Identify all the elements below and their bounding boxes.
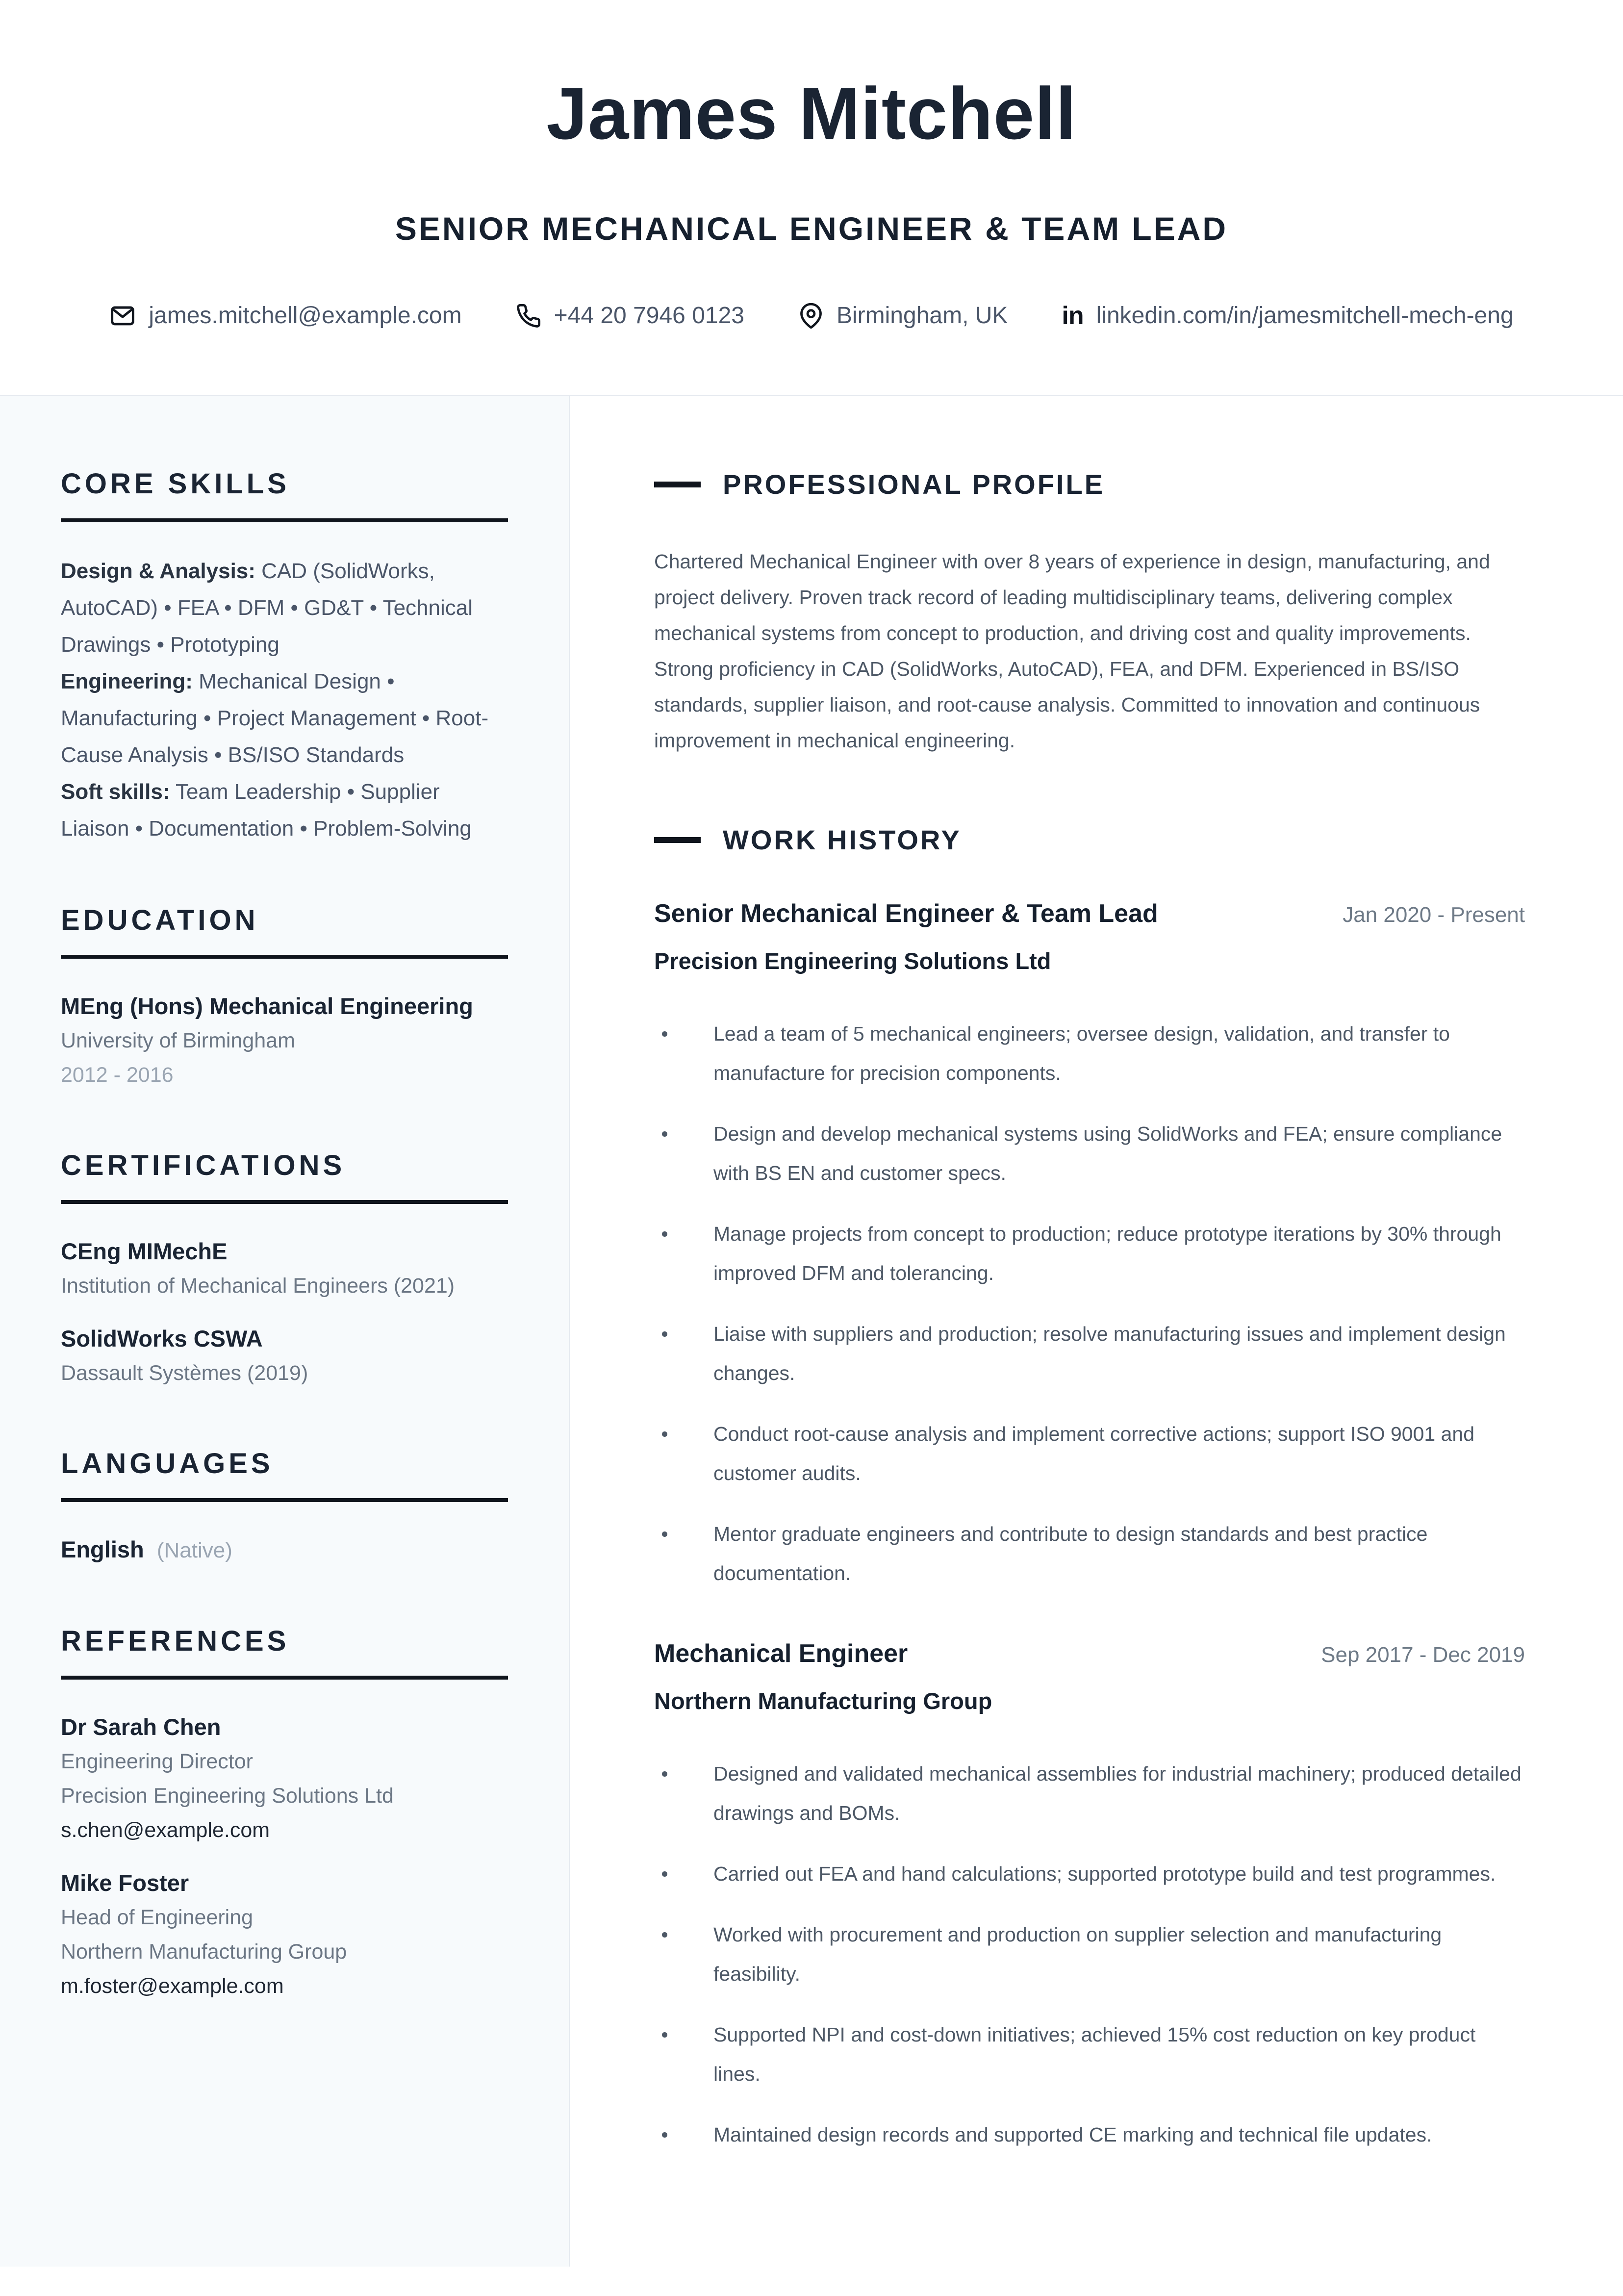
bullet-dot <box>662 1771 667 1777</box>
education-school: University of Birmingham <box>61 1029 295 1052</box>
job-bullet-text: Carried out FEA and hand calculations; supported prototype build and test programmes. <box>713 1862 1496 1885</box>
job-company: Precision Engineering Solutions Ltd <box>654 948 1051 974</box>
skill-group-label: Design & Analysis: <box>61 559 255 583</box>
job-heading-row <box>654 1639 1525 1668</box>
section-professional-profile <box>654 469 1525 759</box>
contact-phone[interactable] <box>516 302 744 329</box>
main-column <box>570 396 1623 2267</box>
references-heading: REFERENCES <box>61 1625 290 1657</box>
education-years: 2012 - 2016 <box>61 1063 174 1087</box>
job-bullet-text: Maintained design records and supported CE marking and technical file updates. <box>713 2123 1432 2146</box>
job-bullet-text: Lead a team of 5 mechanical engineers; oversee design, validation, and transfer to manufacture for precision components. <box>713 1022 1450 1084</box>
bullet-dot <box>662 1331 667 1337</box>
certification-name: CEng MIMechE <box>61 1238 228 1264</box>
section-divider <box>61 1676 508 1680</box>
certification-entry <box>61 1234 508 1303</box>
work-history-heading: WORK HISTORY <box>723 824 962 855</box>
job-bullet-text: Conduct root-cause analysis and implement corrective actions; support ISO 9001 and customer audits. <box>713 1423 1474 1484</box>
bullet-dot <box>662 1431 667 1437</box>
job-dates: Sep 2017 - Dec 2019 <box>1321 1643 1525 1667</box>
job-bullet <box>654 1915 1525 1993</box>
reference-name: Dr Sarah Chen <box>61 1714 221 1740</box>
job-bullet-text: Design and develop mechanical systems using SolidWorks and FEA; ensure compliance with BS EN and customer specs. <box>713 1122 1502 1184</box>
location-icon <box>798 303 824 329</box>
job-bullet <box>654 1014 1525 1093</box>
skill-group-items: CAD (SolidWorks, AutoCAD) • FEA • DFM • GD&T • Technical Drawings • Prototyping <box>61 559 473 657</box>
contact-email[interactable] <box>109 302 461 329</box>
section-divider <box>61 1498 508 1502</box>
skill-group <box>61 553 508 663</box>
job-bullet <box>654 1754 1525 1833</box>
email-icon <box>109 303 136 329</box>
contact-row <box>0 302 1623 329</box>
job-bullet-text: Mentor graduate engineers and contribute to design standards and best practice documentation. <box>713 1523 1428 1584</box>
language-name: English <box>61 1536 144 1562</box>
bullet-dot <box>662 2132 667 2138</box>
language-entry <box>61 1532 508 1568</box>
contact-phone-text: +44 20 7946 0123 <box>554 303 744 329</box>
bullet-dot <box>662 1031 667 1037</box>
reference-company: Precision Engineering Solutions Ltd <box>61 1784 394 1808</box>
section-certifications <box>61 1150 508 1390</box>
contact-linkedin-text: linkedin.com/in/jamesmitchell-mech-eng <box>1096 303 1514 329</box>
resume-body <box>0 395 1623 2267</box>
job-bullet-text: Liaise with suppliers and production; resolve manufacturing issues and implement design changes. <box>713 1323 1506 1384</box>
references-list <box>61 1710 508 2003</box>
contact-location-text: Birmingham, UK <box>836 303 1008 329</box>
section-core-skills <box>61 468 508 847</box>
job-bullet-text: Worked with procurement and production on supplier selection and manufacturing feasibility. <box>713 1923 1442 1985</box>
reference-role: Engineering Director <box>61 1750 253 1773</box>
profile-heading: PROFESSIONAL PROFILE <box>723 469 1105 500</box>
education-heading: EDUCATION <box>61 904 259 936</box>
reference-role: Head of Engineering <box>61 1906 254 1929</box>
skill-group <box>61 663 508 773</box>
education-entry <box>61 989 508 1092</box>
skill-group-items: Mechanical Design • Manufacturing • Project Management • Root-Cause Analysis • BS/ISO Standards <box>61 669 489 767</box>
bullet-dot <box>662 1932 667 1938</box>
reference-email[interactable]: m.foster@example.com <box>61 1974 284 1998</box>
job-entry <box>654 1639 1525 2154</box>
profile-text: Chartered Mechanical Engineer with over 8 years of experience in design, manufacturing, and project delivery. Proven track record of leading multidisciplinary teams, delivering complex mechanical systems from concept to production, and driving cost and quality improvements. Strong proficiency in CAD (SolidWorks, AutoCAD), FEA, and DFM. Experienced in BS/ISO standards, supplier liaison, and root-cause analysis. Committed to innovation and continuous improvement in mechanical engineering. <box>654 550 1490 752</box>
reference-entry <box>61 1710 508 1847</box>
certifications-heading: CERTIFICATIONS <box>61 1149 346 1181</box>
section-languages <box>61 1448 508 1568</box>
bullet-dot <box>662 1871 667 1877</box>
education-list <box>61 989 508 1092</box>
bullet-dot <box>662 1531 667 1537</box>
section-divider <box>61 955 508 959</box>
languages-list <box>61 1532 508 1568</box>
job-heading-row <box>654 899 1525 928</box>
core-skills-list <box>61 553 508 847</box>
section-divider <box>61 1200 508 1204</box>
resume-header <box>0 0 1623 395</box>
job-bullet-text: Manage projects from concept to production; reduce prototype iterations by 30% through improved DFM and tolerancing. <box>713 1223 1501 1284</box>
job-title: Senior Mechanical Engineer & Team Lead <box>654 899 1158 928</box>
job-list <box>654 899 1525 2154</box>
skill-group-label: Engineering: <box>61 669 193 693</box>
job-bullet <box>654 1214 1525 1293</box>
job-bullet <box>654 1114 1525 1193</box>
reference-email[interactable]: s.chen@example.com <box>61 1818 270 1842</box>
job-bullet-list <box>654 1014 1525 1593</box>
core-skills-heading: CORE SKILLS <box>61 468 290 500</box>
education-degree: MEng (Hons) Mechanical Engineering <box>61 993 473 1019</box>
job-bullet <box>654 1854 1525 1893</box>
section-references <box>61 1626 508 2003</box>
skill-group-items: Team Leadership • Supplier Liaison • Documentation • Problem-Solving <box>61 780 472 841</box>
person-name: James Mitchell <box>546 72 1077 154</box>
job-bullet <box>654 1314 1525 1393</box>
job-dates: Jan 2020 - Present <box>1343 903 1525 927</box>
job-bullet <box>654 1414 1525 1493</box>
person-job-title: SENIOR MECHANICAL ENGINEER & TEAM LEAD <box>395 210 1228 247</box>
reference-entry <box>61 1866 508 2003</box>
job-bullet-text: Designed and validated mechanical assemblies for industrial machinery; produced detailed drawings and BOMs. <box>713 1762 1522 1824</box>
work-history-heading-row <box>654 825 1525 855</box>
certification-issuer: Institution of Mechanical Engineers (2021) <box>61 1274 455 1298</box>
section-education <box>61 905 508 1092</box>
job-entry <box>654 899 1525 1593</box>
job-bullet-list <box>654 1754 1525 2154</box>
language-level: (Native) <box>156 1538 232 1562</box>
skill-group <box>61 773 508 847</box>
certification-issuer: Dassault Systèmes (2019) <box>61 1361 308 1385</box>
heading-dash <box>654 482 701 487</box>
certifications-list <box>61 1234 508 1390</box>
section-work-history <box>654 825 1525 2154</box>
languages-heading: LANGUAGES <box>61 1448 274 1480</box>
heading-dash <box>654 837 701 843</box>
certification-entry <box>61 1322 508 1390</box>
bullet-dot <box>662 2032 667 2038</box>
contact-email-text: james.mitchell@example.com <box>149 303 462 329</box>
job-bullet <box>654 2015 1525 2093</box>
job-bullet-text: Supported NPI and cost-down initiatives; achieved 15% cost reduction on key product lines. <box>713 2023 1476 2085</box>
reference-name: Mike Foster <box>61 1870 189 1896</box>
job-title: Mechanical Engineer <box>654 1639 908 1668</box>
contact-location <box>798 302 1008 329</box>
sidebar <box>0 396 570 2267</box>
section-divider <box>61 518 508 522</box>
linkedin-icon: in <box>1062 301 1084 330</box>
job-bullet <box>654 2115 1525 2154</box>
job-company: Northern Manufacturing Group <box>654 1688 992 1714</box>
reference-company: Northern Manufacturing Group <box>61 1940 347 1964</box>
bullet-dot <box>662 1231 667 1237</box>
profile-heading-row <box>654 469 1525 500</box>
skill-group-label: Soft skills: <box>61 780 170 804</box>
contact-linkedin[interactable] <box>1062 302 1513 329</box>
bullet-dot <box>662 1131 667 1137</box>
job-bullet <box>654 1514 1525 1593</box>
certification-name: SolidWorks CSWA <box>61 1326 263 1352</box>
phone-icon <box>516 303 541 329</box>
